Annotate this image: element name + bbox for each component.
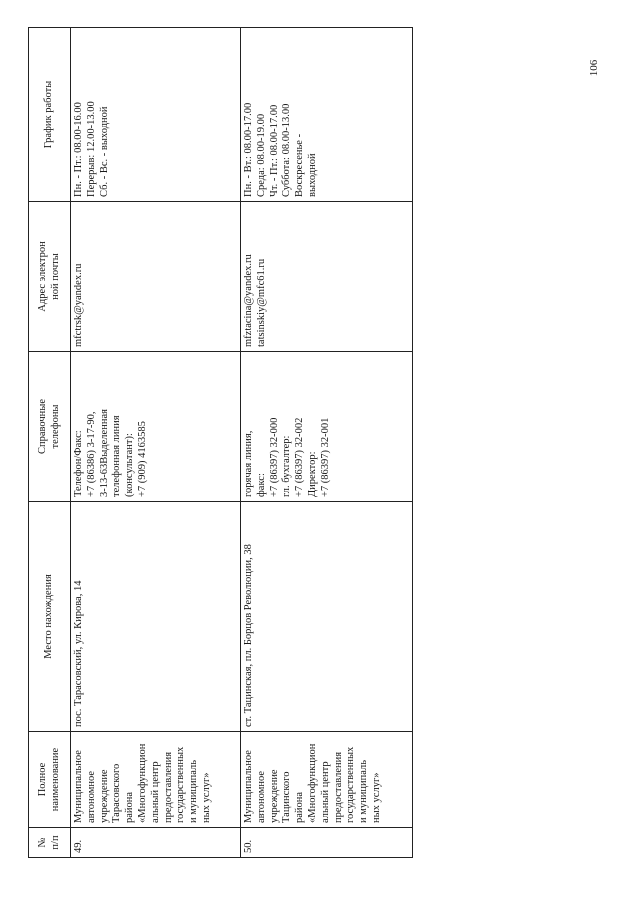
cell-location: пос. Тарасовский, ул. Кирова, 14 [71,502,241,732]
header-location: Место нахождения [29,502,71,732]
mfc-registry-table [28,27,413,858]
cell-num: 50. [241,828,413,858]
rotated-table-container [28,28,413,858]
cell-phones: горячая линия, факс: +7 (86397) 32-000 гл. бухгалтер: +7 (86397) 32-002 Директор: +7 (86397) 32-001 [241,352,413,502]
cell-full-name: Муниципальное автономное учреждение Тарасовского района «Многофункцион альный центр предоставления государственных и муниципаль ных услуг» [71,732,241,828]
cell-schedule: Пн. - Вт.: 08.00-17.00 Среда: 08.00-19.00 Чт. - Пт.: 08.00-17.00 Суббота: 08.00-13.00 Воскресенье - выходной [241,28,413,202]
header-email: Адрес электрон ной почты [29,202,71,352]
table-header-row [29,28,71,858]
header-schedule: График работы [29,28,71,202]
cell-email: mfztacina@yandex.ru tatsinskiy@mfc61.ru [241,202,413,352]
cell-full-name: Муниципальное автономное учреждение Тацинского района «Многофункцион альный центр предоставления государственных и муниципаль ных услуг» [241,732,413,828]
cell-phones: Телефон/Факс: +7 (86386) 3-17-90, 3-13-63Выделенная телефонная линия (консультант): +7 (909) 4163585 [71,352,241,502]
cell-location: ст. Тацинская, пл. Борцов Революции, 38 [241,502,413,732]
table-row [71,28,241,858]
table-row [241,28,413,858]
header-phones: Справочные телефоны [29,352,71,502]
page-number: 106 [588,59,600,77]
cell-email: mfctrsk@yandex.ru [71,202,241,352]
cell-schedule: Пн. - Пт.: 08.00-16.00 Перерыв: 12.00-13.00 Сб. - Вс. - выходной [71,28,241,202]
cell-num: 49. [71,828,241,858]
header-full-name: Полное наименование [29,732,71,828]
header-num: № п/п [29,828,71,858]
